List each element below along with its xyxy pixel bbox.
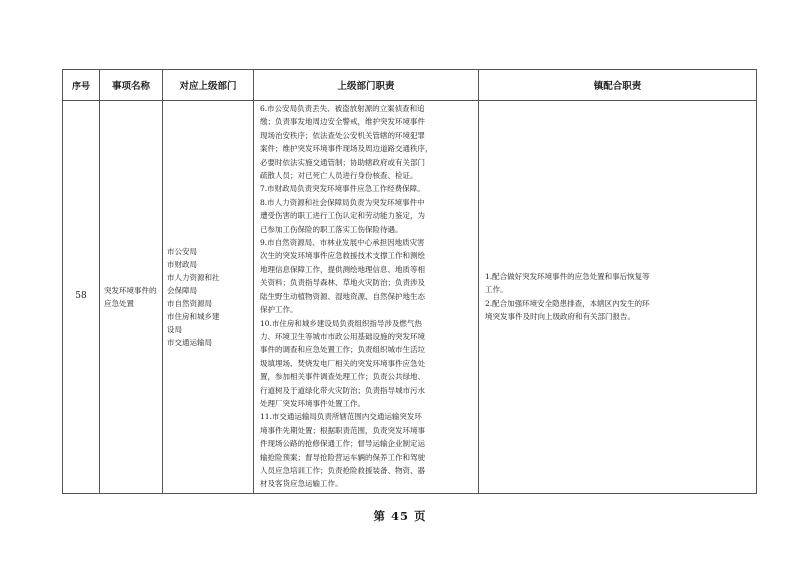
duty-line: 地理信息保障工作，提供测绘地理信息、地质等相 bbox=[260, 264, 425, 274]
superior-duty-text bbox=[254, 101, 478, 493]
duty-line: 件现场公路的抢修保通工作；督导运输企业制定运 bbox=[260, 439, 425, 449]
duty-line: 置，参加相关事件调查处理工作；负责公共绿地、 bbox=[260, 372, 425, 382]
row-duty-cell bbox=[254, 101, 479, 494]
duty-line: 保护工作。 bbox=[260, 305, 298, 315]
duty-line: 行道树及于道绿化带火灾防治；负责指导城市污水 bbox=[260, 385, 425, 395]
duty-line: 疏散人员；对已死亡人员进行身份核查、检证。 bbox=[260, 171, 418, 181]
duty-line: 10.市住房和城乡建设局负责组织指导涉及燃气热 bbox=[260, 318, 422, 328]
duty-line: 11.市交通运输局负责所辖范围内交通运输突发环 bbox=[260, 412, 422, 422]
duty-line: 缴；负责事发地周边安全警戒，维护突发环境事件 bbox=[260, 117, 425, 127]
duty-line: 现场治安秩序；依法查处公安机关管辖的环境犯罪 bbox=[260, 130, 425, 140]
duty-table bbox=[62, 69, 757, 494]
table-header-row bbox=[63, 70, 757, 101]
duty-line: 力、环境卫生等城市市政公用基础设施的突发环境 bbox=[260, 331, 425, 341]
row-item-cell bbox=[100, 101, 163, 494]
duty-line: 9.市自然资源局、市林业发展中心承担因地质灾害 bbox=[260, 238, 425, 248]
town-duty-text bbox=[479, 270, 756, 324]
department-line: 市人力资源和社 bbox=[167, 272, 220, 282]
duty-line: 关资料；负责指导森林、草地火灾防治；负责涉及 bbox=[260, 278, 425, 288]
page-number: 第 45 页 bbox=[373, 509, 427, 523]
duty-line: 材及客货应急运输工作。 bbox=[260, 479, 343, 489]
town-duty-line: 1.配合做好突发环境事件的应急处置和事后恢复等 bbox=[485, 272, 650, 282]
duty-line: 陆生野生动植物资源、湿地资源、自然保护地生态 bbox=[260, 291, 425, 301]
duty-line: 事件的调查和应急处置工作；负责组织城市生活垃 bbox=[260, 345, 425, 355]
town-duty-line: 2.配合加强环境安全隐患排查，本辖区内发生的环 bbox=[485, 298, 650, 308]
duty-line: 案件；维护突发环境事件现场及周边道路交通秩序， bbox=[260, 144, 433, 154]
header-superior-duties: 上级部门职责 bbox=[254, 70, 479, 101]
department-line: 市自然资源局 bbox=[167, 298, 212, 308]
duty-line: 处理厂突发环境事件处置工作。 bbox=[260, 398, 365, 408]
row-number: 58 bbox=[63, 101, 100, 494]
town-duty-line: 境突发事件及时向上级政府和有关部门报告。 bbox=[485, 312, 635, 322]
duty-line: 人员应急培训工作；负责抢险救援装备、物资、器 bbox=[260, 465, 425, 475]
department-line: 市住房和城乡建 bbox=[167, 311, 220, 321]
department-line: 市公安局 bbox=[167, 246, 197, 256]
duty-line: 6.市公安局负责丢失、被盗放射源的立案侦查和追 bbox=[260, 104, 425, 113]
header-superior-department: 对应上级部门 bbox=[163, 70, 254, 101]
department-line: 市财政局 bbox=[167, 259, 197, 269]
header-number: 序号 bbox=[63, 70, 100, 101]
department-line: 设局 bbox=[167, 324, 182, 334]
table-row bbox=[63, 101, 757, 494]
department-line: 市交通运输局 bbox=[167, 337, 212, 347]
header-item-name: 事项名称 bbox=[100, 70, 163, 101]
department-line: 会保障局 bbox=[167, 285, 197, 295]
header-town-duties: 镇配合职责 bbox=[479, 70, 757, 101]
duty-line: 次生的突发环境事件应急救援技术支撑工作和测绘 bbox=[260, 251, 425, 261]
duty-line: 遭受伤害的职工进行工伤认定和劳动能力鉴定，为 bbox=[260, 211, 425, 221]
duty-line: 8.市人力资源和社会保障局负责为突发环境事件中 bbox=[260, 197, 425, 207]
row-town-cell bbox=[479, 101, 757, 494]
duty-line: 境事件先期处置；根据职责范围，负责突发环境事 bbox=[260, 425, 425, 435]
row-dept-cell bbox=[163, 101, 254, 494]
duty-line: 圾填埋场、焚烧发电厂相关的突发环境事件应急处 bbox=[260, 358, 425, 368]
duty-line: 输抢险预案；督导抢险营运车辆的保养工作和驾驶 bbox=[260, 452, 425, 462]
row-item-name: 突发环境事件的应急处置 bbox=[104, 285, 157, 308]
duty-line: 7.市财政局负责突发环境事件应急工作经费保障。 bbox=[260, 184, 425, 194]
department-list bbox=[163, 245, 253, 349]
duty-line: 必要时依法实施交通管制；协助辖政府或有关部门 bbox=[260, 157, 425, 167]
duty-line: 已参加工伤保险的职工落实工伤保险待遇。 bbox=[260, 224, 403, 234]
town-duty-line: 工作。 bbox=[485, 285, 508, 295]
